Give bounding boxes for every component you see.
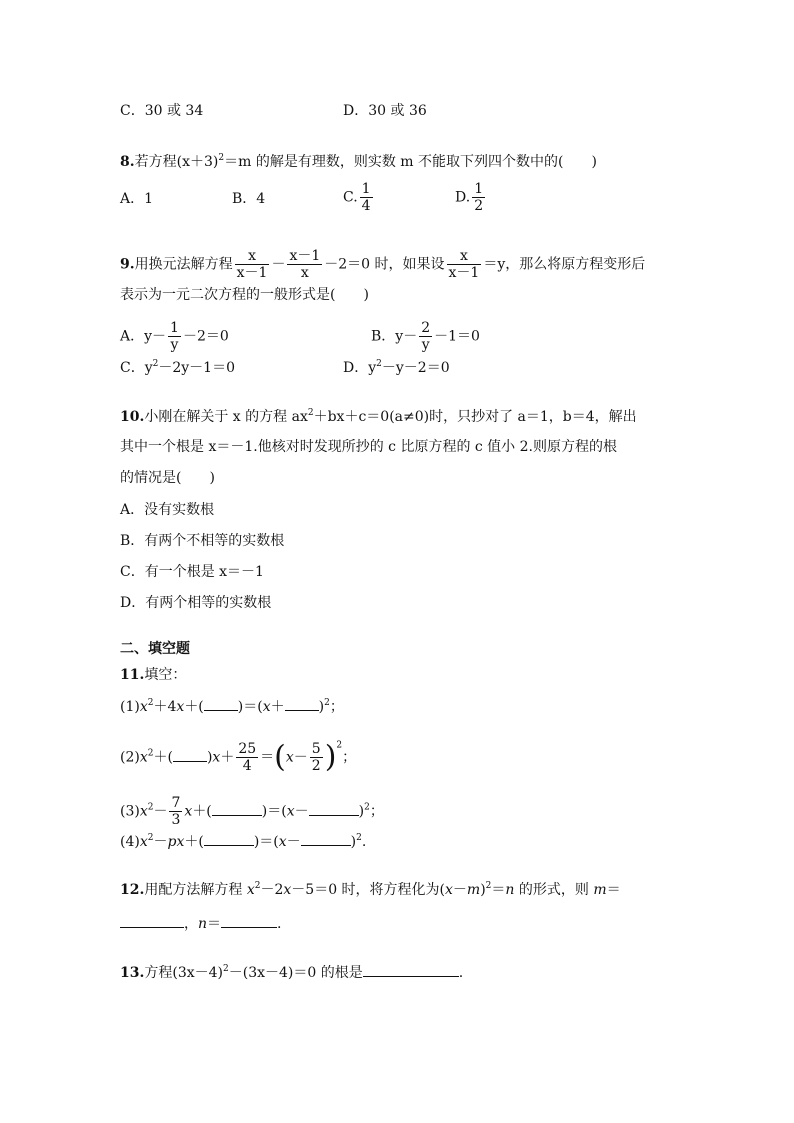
question-number: 9. — [120, 256, 135, 273]
denominator: 2 — [311, 758, 321, 774]
q8-option-d — [455, 181, 487, 214]
numerator: x－1 — [289, 248, 321, 264]
option-text: －2＝0 — [182, 328, 229, 345]
q10-stem-line2: 其中一个根是 x＝－1.他核对时发现所抄的 c 比原方程的 c 值小 2.则原方程的根 — [120, 439, 617, 455]
q10-option-a: A．没有实数根 — [120, 502, 215, 518]
superscript: 2 — [218, 153, 225, 163]
expr: ＋4 — [153, 699, 177, 715]
superscript: 2 — [336, 740, 343, 751]
q10-stem-line1 — [120, 407, 637, 427]
answer-blank[interactable] — [301, 831, 351, 846]
variable: x — [139, 749, 148, 766]
operator: － — [271, 256, 286, 273]
q8-option-a: A．1 — [120, 191, 154, 207]
numerator: 25 — [238, 741, 257, 757]
q11-text: 填空： — [144, 667, 187, 683]
q9-stem — [120, 248, 645, 281]
expr: ＋( — [184, 699, 204, 715]
fraction — [472, 181, 485, 214]
superscript: 2 — [324, 698, 330, 708]
option-label: D. — [455, 189, 471, 206]
q12-text: 用配方法解方程 — [144, 882, 247, 898]
option-text: C．y — [120, 360, 153, 376]
variable: x — [176, 699, 185, 715]
expr: ) — [350, 834, 357, 850]
expr: － — [153, 803, 168, 820]
fraction — [168, 320, 181, 353]
q11-item-3 — [120, 795, 384, 828]
denominator: y — [421, 337, 430, 353]
variable: x — [278, 834, 287, 850]
answer-blank[interactable] — [309, 801, 359, 816]
variable: n — [198, 916, 208, 932]
q10-option-d: D．有两个相等的实数根 — [120, 595, 272, 611]
q10-option-c: C．有一个根是 x＝－1 — [120, 564, 264, 580]
left-paren: ( — [274, 739, 286, 775]
q9-option-a — [120, 320, 229, 353]
q13-stem — [120, 962, 463, 983]
q9-text: ＝y，那么将原方程变形后 — [483, 256, 646, 273]
answer-blank-m[interactable] — [120, 913, 184, 928]
superscript: 2 — [147, 698, 154, 708]
numerator: 5 — [311, 741, 321, 757]
expr: － — [294, 803, 309, 820]
fraction — [360, 181, 373, 214]
q9-option-b — [371, 320, 480, 353]
q10-text: ＋bx＋c＝0(a≠0)时，只抄对了 a＝1，b＝4，解出 — [313, 409, 637, 425]
q12-stem-line2 — [120, 913, 281, 934]
option-text: －1＝0 — [434, 328, 480, 345]
expr: )＝( — [253, 834, 279, 850]
denominator: x－1 — [448, 265, 480, 281]
item-label: (4) — [120, 834, 140, 850]
item-label: (2) — [120, 749, 140, 766]
q11-stem — [120, 665, 186, 685]
expr: ＝ — [491, 882, 506, 898]
answer-blank[interactable] — [204, 696, 238, 711]
variable: x — [212, 749, 221, 766]
q12-text: 的形式，则 — [514, 882, 594, 898]
expr: ＋ — [270, 699, 285, 715]
question-number: 10. — [120, 409, 145, 425]
option-text: A．y－ — [120, 328, 167, 345]
superscript: 2 — [376, 359, 382, 369]
answer-blank[interactable] — [212, 801, 262, 816]
expr: )＝( — [261, 803, 287, 820]
variable: x — [139, 803, 148, 820]
q9-option-c — [120, 358, 235, 378]
q13-text: 方程(3x－4) — [144, 965, 223, 981]
superscript: 2 — [364, 802, 370, 813]
q11-item-1 — [120, 696, 344, 717]
option-text: －y－2＝0 — [381, 360, 450, 376]
question-number: 11. — [120, 667, 145, 683]
expr: ＋( — [184, 834, 204, 850]
answer-blank-n[interactable] — [221, 913, 277, 928]
option-text: D．y — [343, 360, 377, 376]
expr: ＝ — [606, 882, 621, 898]
variable: px — [167, 834, 185, 850]
fraction — [310, 741, 323, 774]
superscript: 2 — [254, 881, 261, 891]
fraction — [287, 248, 322, 281]
expr: － — [293, 749, 308, 766]
fraction — [235, 248, 270, 281]
q11-item-4 — [120, 831, 366, 852]
expr: ＝ — [207, 916, 222, 932]
superscript: 2 — [152, 359, 159, 369]
expr: ＋( — [192, 803, 212, 820]
option-text: －2y－1＝0 — [158, 360, 235, 376]
expr: )＝( — [237, 699, 263, 715]
option-label: C. — [343, 189, 358, 206]
q9-text: －2＝0 时，如果设 — [324, 256, 445, 273]
expr: ； — [342, 749, 357, 766]
expr: ＝ — [260, 749, 275, 766]
variable: n — [505, 882, 515, 898]
right-paren: ) — [324, 739, 337, 775]
superscript: 2 — [223, 964, 229, 974]
fraction — [236, 741, 258, 774]
superscript: 2 — [147, 833, 154, 843]
q9-option-d — [343, 358, 450, 378]
question-number: 8. — [120, 154, 135, 170]
q7-option-c: C．30 或 34 — [120, 103, 204, 119]
expr: － — [153, 834, 168, 850]
item-label: (1) — [120, 699, 140, 715]
q7-option-d: D．30 或 36 — [343, 103, 427, 119]
denominator: 4 — [361, 198, 371, 214]
expr: . — [458, 965, 464, 981]
q9-text: 用换元法解方程 — [134, 256, 233, 273]
q8-option-c — [343, 181, 375, 214]
expr: ) — [206, 749, 213, 766]
expr: ) — [318, 699, 325, 715]
answer-blank[interactable] — [363, 962, 459, 977]
variable: x — [283, 882, 292, 898]
superscript: 2 — [356, 833, 362, 843]
variable: x — [246, 882, 255, 898]
answer-blank[interactable] — [285, 696, 319, 711]
q8-text: ＝m 的解是有理数，则实数 m 不能取下列四个数中的( ) — [224, 154, 597, 170]
expr: . — [277, 916, 282, 932]
variable: x — [445, 882, 453, 898]
superscript: 2 — [485, 881, 492, 891]
numerator: 1 — [361, 181, 371, 197]
expr: ； — [369, 803, 384, 820]
expr: . — [361, 834, 367, 850]
expr: － — [452, 882, 467, 898]
expr: ＋( — [153, 749, 173, 766]
expr: ， — [184, 916, 198, 932]
denominator: y — [170, 337, 179, 353]
superscript: 2 — [307, 408, 314, 418]
denominator: x－1 — [236, 265, 268, 281]
numerator: x — [235, 248, 270, 265]
fraction — [419, 320, 432, 353]
q12-text: －5＝0 时，将方程化为( — [291, 882, 446, 898]
q13-text: －(3x－4)＝0 的根是 — [228, 965, 363, 981]
q10-text: 小刚在解关于 x 的方程 ax — [144, 409, 308, 425]
question-number: 13. — [120, 965, 145, 981]
variable: x — [139, 834, 148, 850]
expr: ) — [358, 803, 365, 820]
q9-stem-line2: 表示为一元二次方程的一般形式是( ) — [120, 287, 369, 303]
expr: －2 — [260, 882, 284, 898]
fraction — [169, 795, 182, 828]
expr: － — [286, 834, 301, 850]
variable: x — [139, 699, 148, 715]
item-label: (3) — [120, 803, 140, 820]
section-title: 二、填空题 — [120, 641, 190, 657]
q8-option-b: B．4 — [232, 191, 266, 207]
expr: ； — [329, 699, 344, 715]
numerator: 2 — [421, 320, 431, 336]
variable: x — [285, 749, 294, 766]
variable: m — [466, 882, 481, 898]
variable: x — [286, 803, 295, 820]
option-text: B．y－ — [371, 328, 418, 345]
q11-item-2 — [120, 741, 356, 774]
fraction — [447, 248, 482, 281]
denominator: 4 — [242, 758, 252, 774]
denominator: 2 — [474, 198, 484, 214]
superscript: 2 — [147, 802, 154, 813]
numerator: 1 — [170, 320, 179, 336]
expr: ＋ — [220, 749, 235, 766]
numerator: 7 — [171, 795, 181, 811]
answer-blank[interactable] — [204, 831, 254, 846]
q8-stem — [120, 152, 597, 172]
q12-stem-line1 — [120, 880, 621, 900]
answer-blank[interactable] — [173, 747, 207, 762]
variable: m — [593, 882, 607, 898]
numerator: 1 — [474, 181, 484, 197]
q8-text: 若方程(x＋3) — [134, 154, 219, 170]
denominator: x — [300, 265, 309, 281]
question-number: 12. — [120, 882, 145, 898]
denominator: 3 — [171, 812, 181, 828]
q10-option-b: B．有两个不相等的实数根 — [120, 533, 285, 549]
variable: x — [184, 803, 193, 820]
numerator: x — [447, 248, 482, 265]
variable: x — [262, 699, 271, 715]
superscript: 2 — [147, 748, 154, 759]
q10-stem-line3: 的情况是( ) — [120, 470, 215, 486]
expr: ) — [480, 882, 486, 898]
